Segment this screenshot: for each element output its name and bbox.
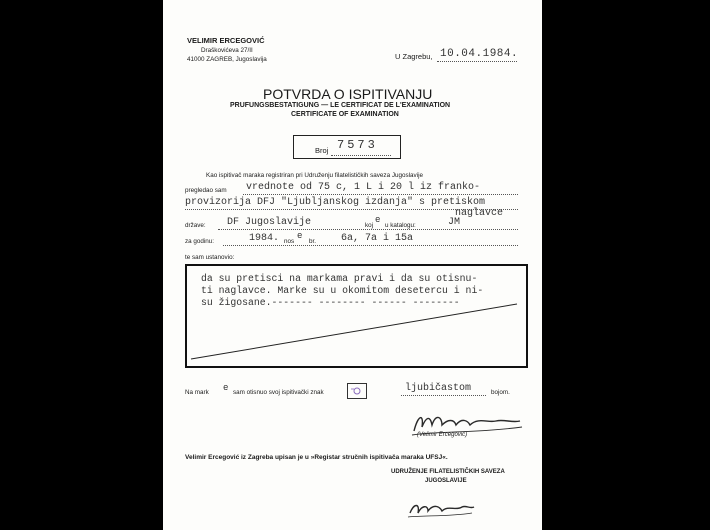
signature-caption: (Velimir Ercegović) [417,432,468,438]
katalog-value: JM [448,217,461,228]
rule-3 [218,229,518,230]
title-main: POTVRDA O ISPITIVANJU [263,86,433,102]
pregledao-label: pregledao sam [185,187,227,194]
koje-label: koj [365,222,374,229]
stamp-suffix: e [223,383,229,393]
katalog-label: u katalogu: [385,222,416,229]
finding-line-1: da su pretisci na markama pravi i da su otisnu- [201,273,478,284]
date-value: 10.04.1984. [440,48,519,60]
typed-line-1: vrednote od 75 c, 1 L i 20 l iz franko- [246,182,481,193]
intro-line: Kao ispitivač maraka registriran pri Udruženju filatelističkih saveza Jugoslavije [206,172,423,179]
stamp-end: bojom. [491,389,510,396]
title-sub1: PRUFUNGSBESTATIGUNG — LE CERTIFICAT DE L'EXAMINATION [230,102,451,109]
number-label: Broj [315,146,329,155]
number-value: 7573 [337,138,378,152]
drzave-value: DF Jugoslavije [227,217,312,228]
stamp-prefix: Na mark [185,389,209,396]
typed-line-2b: naglavce [455,208,504,219]
registry-note: Velimir Ercegović iz Zagreba upisan je u »Registar stručnih ispitivača maraka UFSJ«. [185,454,448,461]
association-line-2: JUGOSLAVIJE [425,478,467,484]
issuer-street: Draškovićeva 27/II [201,47,253,54]
place-label: U Zagrebu, [395,52,433,61]
koje-suffix: e [375,215,381,225]
inspector-mark-box [347,383,367,399]
certificate-page [163,0,542,530]
nose-suffix: e [297,231,303,241]
date-line [437,61,517,62]
title-sub2: CERTIFICATE OF EXAMINATION [291,111,399,118]
association-signature-image [406,497,476,523]
number-line [331,155,391,156]
issuer-name: VELIMIR ERCEGOVIĆ [187,36,265,45]
rule-1 [243,194,518,195]
typed-line-2: provizorija DFJ "Ljubljanskog izdanja" s pretiskom [185,197,486,208]
rule-4 [223,245,518,246]
drzave-label: države: [185,222,206,229]
br-label: br. [309,238,317,245]
godinu-label: za godinu: [185,238,215,245]
finding-line-2: ti naglavce. Marke su u okomitom desetercu i ni- [201,285,484,296]
br-value: 6a, 7a i 15a [341,233,414,244]
findings-box [185,264,528,368]
finding-line-3: su žigosane.------- -------- ------ -------- [201,297,460,308]
inspector-mark-icon [348,384,366,398]
godinu-value: 1984. [249,233,280,244]
cancel-diagonal-line [187,266,526,366]
stamp-color-line [401,395,486,396]
stamp-middle: sam otisnuo svoj ispitivački znak [233,389,324,396]
stamp-color: ljubičastom [405,383,472,394]
ustanovio-label: te sam ustanovio: [185,254,235,261]
association-line-1: UDRUŽENJE FILATELISTIČKIH SAVEZA [391,469,505,475]
issuer-city: 41000 ZAGREB, Jugoslavija [187,56,267,63]
nose-label: nos [284,238,295,245]
